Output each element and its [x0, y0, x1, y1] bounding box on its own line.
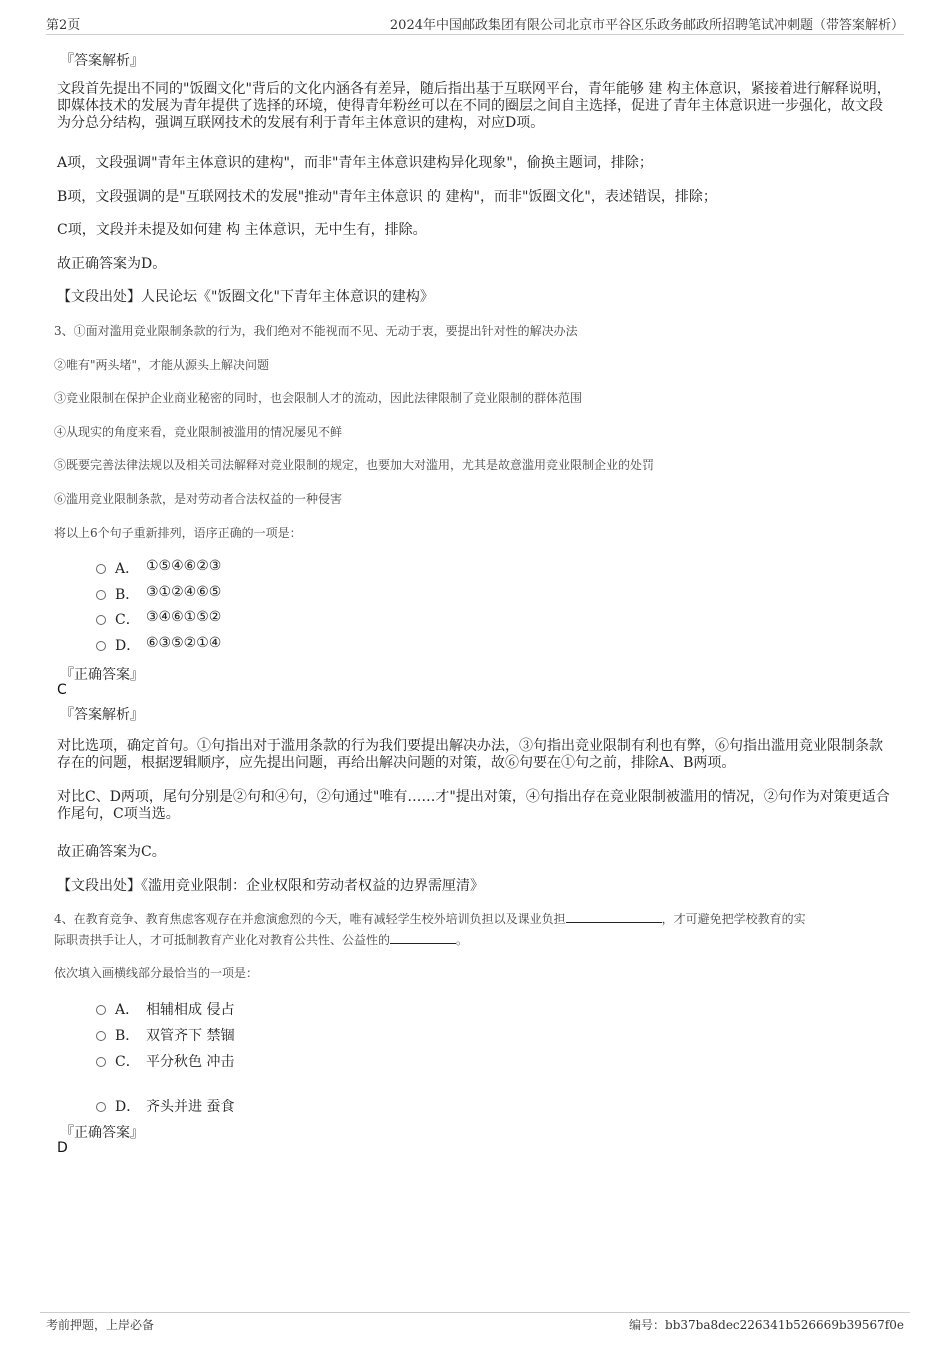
header-divider [46, 34, 904, 35]
question-3-sentence-5: ⑤既要完善法律法规以及相关司法解释对竞业限制的规定，也要加大对滥用，尤其是故意滥用竞业限制企业的处罚 [54, 458, 655, 472]
option-b-letter: B． [115, 587, 140, 603]
option-c-radio[interactable] [96, 1057, 106, 1067]
option-b-radio[interactable] [96, 590, 106, 600]
option-c-text: 平分秋色 冲击 [146, 1054, 235, 1070]
question-3-prompt: 将以上6个句子重新排列，语序正确的一项是： [54, 526, 302, 540]
question-4-stem-part-b: ，才可避免把学校教育的实 [661, 912, 806, 926]
option-a-letter: A． [115, 1002, 140, 1018]
analysis-paragraph-1: 对比选项，确定首句。①句指出对于滥用条款的行为我们要提出解决办法，③句指出竞业限制有利也有弊，⑥句指出滥用竞业限制条款存在的问题，根据逻辑顺序，应先提出问题，再给出解决问题的对策，故⑥句要在①句之前，排除A、B两项。 [57, 738, 883, 771]
question-3-sentence-6: ⑥滥用竞业限制条款，是对劳动者合法权益的一种侵害 [54, 492, 343, 506]
analysis-paragraph: 文段首先提出不同的"饭圈文化"背后的文化内涵各有差异，随后指出基于互联网平台，青年能够 建 构主体意识，紧接着进行解释说明，即媒体技术的发展为青年提供了选择的环境，使得青年粉丝可以在不同的圈层之间自主选择，促进了青年主体意识进一步强化，故文段为分总分结构，强调互联网技术的发展有利于青年主体意识的建构，对应D项。 [57, 81, 891, 131]
question-4-prompt: 依次填入画横线部分最恰当的一项是： [54, 966, 259, 980]
option-b-text: 双管齐下 禁锢 [146, 1028, 235, 1044]
question-4-stem-part-d: 。 [456, 933, 469, 947]
correct-answer-label: 『正确答案』 [60, 667, 144, 683]
question-4-stem-line-1 [54, 910, 806, 927]
option-d-letter: D． [115, 1099, 141, 1115]
option-a-radio[interactable] [96, 1005, 106, 1015]
option-c-analysis: C项，文段并未提及如何建 构 主体意识，无中生有，排除。 [57, 222, 427, 238]
correct-answer-label: 『正确答案』 [60, 1125, 144, 1141]
option-a-text: 相辅相成 侵占 [146, 1002, 235, 1018]
footer-slogan: 考前押题，上岸必备 [46, 1318, 155, 1332]
option-b-text: ③①②④⑥⑤ [146, 584, 222, 600]
option-d-radio[interactable] [96, 1102, 106, 1112]
question-3-sentence-1: 3、①面对滥用竞业限制条款的行为，我们绝对不能视而不见、无动于衷，要提出针对性的解决办法 [54, 324, 578, 338]
option-b-analysis: B项，文段强调的是"互联网技术的发展"推动"青年主体意识 的 建构"，而非"饭圈文化"，表述错误，排除； [57, 189, 717, 205]
question-4-stem-part-c: 际职责拱手让人，才可抵制教育产业化对教育公共性、公益性的 [54, 933, 391, 947]
correct-answer-value: C [57, 682, 67, 698]
question-3-sentence-2: ②唯有"两头堵"，才能从源头上解决问题 [54, 358, 270, 372]
passage-source: 【文段出处】《滥用竞业限制：企业权限和劳动者权益的边界需厘清》 [57, 878, 484, 894]
option-d-letter: D． [115, 638, 141, 654]
passage-source: 【文段出处】人民论坛《"饭圈文化"下青年主体意识的建构》 [57, 289, 434, 305]
option-d-text: 齐头并进 蚕食 [146, 1099, 235, 1115]
analysis-label: 『答案解析』 [60, 53, 144, 69]
option-c-letter: C． [115, 1054, 140, 1070]
analysis-label: 『答案解析』 [60, 707, 144, 723]
option-a-letter: A． [115, 561, 140, 577]
option-a-radio[interactable] [96, 564, 106, 574]
correct-answer-statement: 故正确答案为C。 [57, 844, 166, 860]
option-b-radio[interactable] [96, 1031, 106, 1041]
option-b-letter: B． [115, 1028, 140, 1044]
question-3-sentence-4: ④从现实的角度来看，竞业限制被滥用的情况屡见不鲜 [54, 425, 343, 439]
correct-answer-value: D [57, 1140, 68, 1156]
footer-divider [40, 1312, 910, 1313]
question-4-stem-line-2 [54, 931, 468, 948]
document-id: 编号：bb37ba8dec226341b526669b39567f0e [629, 1318, 904, 1332]
option-d-text: ⑥③⑤②①④ [146, 635, 222, 651]
page-number: 第2页 [46, 18, 81, 33]
option-a-text: ①⑤④⑥②③ [146, 558, 222, 574]
question-4-stem-part-a: 4、在教育竞争、教育焦虑客观存在并愈演愈烈的今天，唯有减轻学生校外培训负担以及课业负担 [54, 912, 566, 926]
option-d-radio[interactable] [96, 641, 106, 651]
fill-blank-1 [566, 912, 662, 923]
fill-blank-2 [390, 933, 456, 944]
document-title: 2024年中国邮政集团有限公司北京市平谷区乐政务邮政所招聘笔试冲刺题（带答案解析） [389, 18, 904, 33]
option-c-text: ③④⑥①⑤② [146, 609, 222, 625]
option-c-radio[interactable] [96, 615, 106, 625]
analysis-paragraph-2: 对比C、D两项，尾句分别是②句和④句，②句通过"唯有……才"提出对策，④句指出存在竞业限制被滥用的情况，②句作为对策更适合作尾句，C项当选。 [57, 789, 890, 822]
correct-answer-statement: 故正确答案为D。 [57, 256, 167, 272]
question-3-sentence-3: ③竞业限制在保护企业商业秘密的同时，也会限制人才的流动，因此法律限制了竞业限制的群体范围 [54, 391, 583, 405]
option-a-analysis: A项，文段强调"青年主体意识的建构"，而非"青年主体意识建构异化现象"，偷换主题词，排除； [57, 155, 653, 171]
option-c-letter: C． [115, 612, 140, 628]
